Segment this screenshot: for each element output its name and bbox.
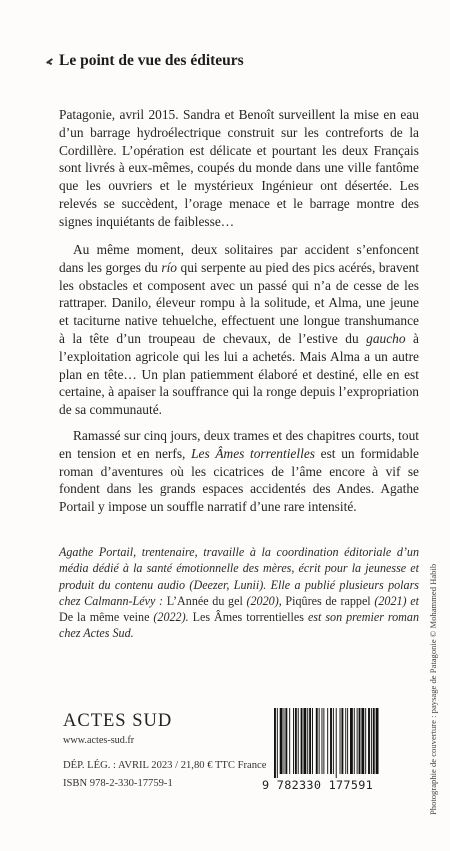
summary-paragraph-1 — [59, 106, 419, 231]
bio-run: De la même veine — [59, 610, 150, 625]
publisher-url: www.actes-sud.fr — [63, 735, 135, 746]
bio-run: (2021) et — [370, 593, 419, 608]
barcode-digits: 9 782330 177591 — [262, 778, 374, 792]
para3-run: Les Âmes torrentielles — [191, 445, 315, 461]
para1-run: Patagonie, avril 2015. Sandra et Benoît surveillent la mise en eau d’un barrage hydroélectrique construit sur les contreforts de la Cordillère. L’opération est délicate et pourtant les deux Français sont livrés à eux-mêmes, coupés du monde dans une ville fantôme que les ouvriers et le mystérieux Ingénieur ont désertée. Les relevés se succèdent, l’orage menace et le barrage montre des signes inquiétants de faiblesse… — [59, 107, 419, 229]
quote-mark-icon — [46, 57, 52, 63]
bio-run: (2022). — [149, 610, 193, 625]
para3-run: Ramassé sur cinq jours, deux trames et des chapitres courts, tout en tension et en nerfs, — [59, 428, 419, 461]
summary-paragraph-2 — [59, 241, 419, 419]
photo-credit: Photographie de couverture : paysage de Patagonie © Mohammed Habib — [428, 563, 438, 815]
editors-heading — [46, 52, 244, 70]
legal-deposit: DÉP. LÉG. : AVRIL 2023 / 21,80 € TTC France — [63, 760, 267, 771]
para2-run: gaucho — [366, 330, 406, 346]
para2-run: à l’exploitation agricole qui les lui a achetés. Mais Alma a un autre plan en tête… Un plan patiemment élaboré et destiné, elle en est certaine, à apaiser la souffrance qui la ronge depuis l’expropriation de sa communauté. — [59, 330, 419, 418]
bio-run: Agathe Portail, trentenaire, travaille à la coordination éditoriale d’un média dédié à la santé émotionnelle des mères, écrit pour la jeunesse et produit du contenu audio (Deezer, Lunii). Elle a publié plusieurs polars chez Calmann-Lévy : — [59, 545, 419, 608]
para2-run: qui serpente au pied des pics acérés, bravent les obstacles et composent avec un passé qui n’a de cesse de les rattraper. Danilo, éleveur rompu à la solitude, et Alma, une jeune et taciturne native tehuelche, effectuent une longue transhumance à la tête d’un troupeau de chevaux, de l’estive du — [59, 259, 419, 346]
bio-run: Les Âmes torrentielles — [192, 610, 304, 625]
author-bio — [59, 544, 419, 642]
para2-run: río — [161, 259, 178, 275]
barcode-icon — [272, 708, 402, 778]
para3-run: est un formidable roman d’aventures où les cicatrices de l’âme encore à vif se fondent dans les grands espaces accidentés des Andes. Agathe Portail y impose un souffle narratif d’une rare intensité. — [59, 445, 419, 515]
bio-run: L’Année du gel — [166, 593, 243, 608]
bio-run: Piqûres de rappel — [285, 593, 371, 608]
bio-run: (2020), — [242, 593, 286, 608]
bio-run: est son premier roman chez Actes Sud. — [59, 610, 420, 641]
publisher-logo: ACTES SUD — [63, 711, 173, 731]
para2-run: Au même moment, deux solitaires par accident s’enfoncent dans les gorges du — [59, 242, 419, 275]
heading-text: Le point de vue des éditeurs — [59, 52, 244, 69]
isbn: ISBN 978-2-330-17759-1 — [63, 778, 173, 789]
summary-paragraph-3 — [59, 427, 419, 516]
